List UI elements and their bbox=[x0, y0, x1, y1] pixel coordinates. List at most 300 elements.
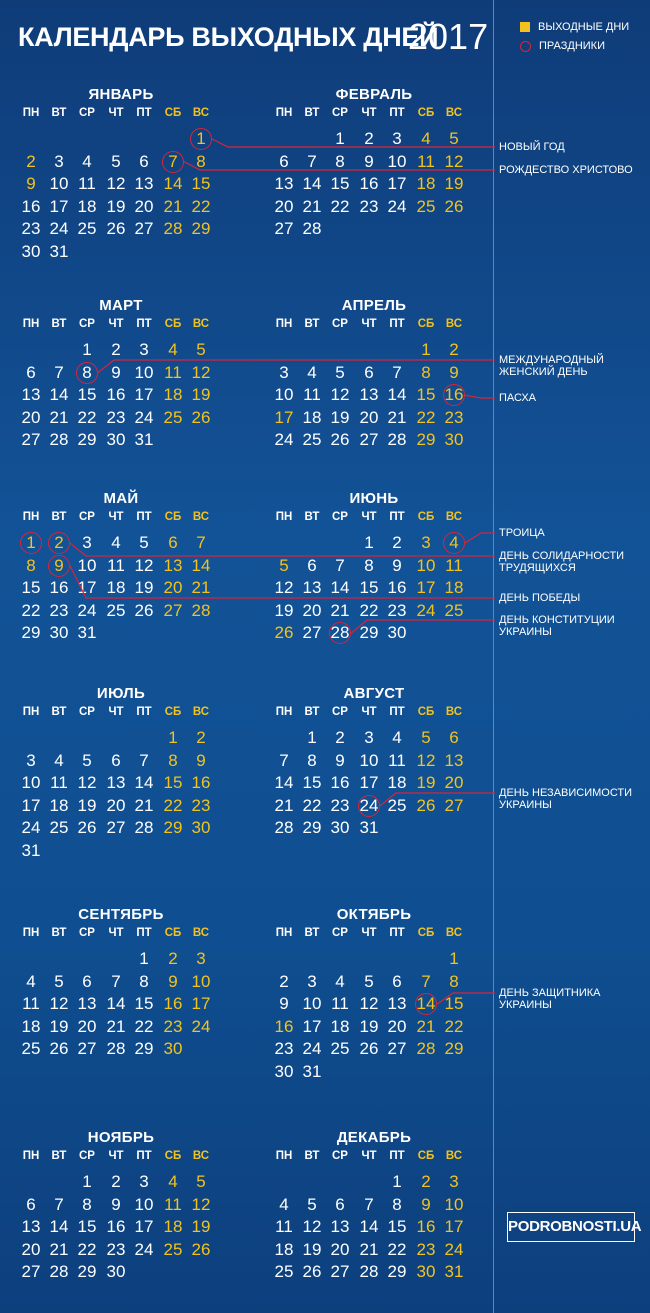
day-cell: 27 bbox=[274, 219, 294, 239]
callout-connector-line bbox=[212, 139, 495, 147]
day-cell: 31 bbox=[444, 1262, 464, 1282]
weekday-label: ПТ bbox=[389, 511, 405, 523]
weekday-label: ЧТ bbox=[361, 511, 377, 523]
day-cell: 16 bbox=[330, 773, 350, 793]
day-cell: 3 bbox=[307, 971, 317, 991]
day-cell: 25 bbox=[416, 196, 436, 216]
day-cell: 23 bbox=[49, 600, 69, 620]
holiday-callout: ДЕНЬ СОЛИДАРНОСТИ ТРУДЯЩИХСЯ bbox=[499, 550, 625, 574]
day-cell: 3 bbox=[139, 1172, 149, 1191]
day-cell: 11 bbox=[164, 1194, 182, 1214]
day-cell: 14 bbox=[302, 174, 322, 194]
day-cell: 21 bbox=[274, 795, 294, 815]
day-cell: 27 bbox=[387, 1039, 407, 1059]
day-cell: 30 bbox=[416, 1262, 436, 1282]
day-cell: 31 bbox=[302, 1062, 322, 1081]
day-cell: 15 bbox=[77, 385, 97, 405]
day-cell: 10 bbox=[302, 994, 322, 1014]
day-cell: 1 bbox=[307, 728, 317, 747]
day-cell: 20 bbox=[163, 578, 183, 598]
day-cell: 18 bbox=[387, 773, 407, 793]
day-cell: 20 bbox=[274, 196, 294, 216]
callout-connector-line bbox=[70, 566, 495, 598]
day-cell: 15 bbox=[416, 385, 436, 405]
day-cell: 21 bbox=[302, 196, 322, 216]
weekday-label: ВТ bbox=[304, 107, 320, 119]
month-name: ОКТЯБРЬ bbox=[336, 906, 412, 923]
day-cell: 26 bbox=[49, 1039, 69, 1059]
day-cell: 22 bbox=[416, 407, 436, 427]
day-cell: 28 bbox=[134, 818, 154, 838]
legend-weekend-label: ВЫХОДНЫЕ ДНИ bbox=[538, 21, 630, 33]
day-cell: 26 bbox=[359, 1039, 379, 1059]
day-cell: 13 bbox=[134, 174, 154, 194]
day-cell: 22 bbox=[77, 1239, 97, 1259]
weekday-label: ВТ bbox=[51, 927, 67, 939]
weekday-label: СР bbox=[332, 706, 348, 718]
day-cell: 10 bbox=[274, 385, 294, 405]
day-cell: 23 bbox=[387, 600, 407, 620]
day-cell: 2 bbox=[111, 1172, 121, 1191]
day-cell: 14 bbox=[49, 385, 69, 405]
day-cell: 13 bbox=[330, 1217, 350, 1237]
day-cell: 24 bbox=[77, 600, 97, 620]
day-cell: 3 bbox=[26, 750, 36, 770]
weekday-label: СБ bbox=[417, 511, 435, 523]
day-cell: 9 bbox=[335, 750, 345, 770]
weekday-label: СБ bbox=[164, 107, 182, 119]
day-cell: 7 bbox=[111, 971, 121, 991]
day-cell: 14 bbox=[191, 555, 211, 575]
weekday-label: СР bbox=[332, 318, 348, 330]
day-cell: 5 bbox=[196, 1172, 206, 1191]
weekday-label: ПН bbox=[22, 318, 40, 330]
day-cell: 20 bbox=[77, 1016, 97, 1036]
weekday-label: ВТ bbox=[304, 511, 320, 523]
day-cell: 2 bbox=[279, 971, 289, 991]
day-cell: 27 bbox=[163, 600, 183, 620]
day-cell: 24 bbox=[444, 1239, 464, 1259]
day-cell: 15 bbox=[21, 578, 41, 598]
day-cell: 27 bbox=[444, 795, 464, 815]
day-cell: 16 bbox=[416, 1217, 436, 1237]
day-cell: 20 bbox=[134, 196, 154, 216]
day-cell: 20 bbox=[387, 1016, 407, 1036]
day-cell: 29 bbox=[191, 219, 211, 239]
day-cell: 21 bbox=[359, 1239, 379, 1259]
day-cell: 21 bbox=[134, 795, 154, 815]
day-cell: 13 bbox=[21, 385, 41, 405]
holiday-callout: ДЕНЬ КОНСТИТУЦИИ УКРАИНЫ bbox=[499, 614, 615, 638]
day-cell: 18 bbox=[163, 385, 183, 405]
day-cell: 16 bbox=[21, 196, 41, 216]
day-cell: 31 bbox=[77, 623, 97, 643]
day-cell: 28 bbox=[302, 219, 322, 239]
day-cell: 20 bbox=[444, 773, 464, 793]
callout-connector-line bbox=[351, 620, 495, 633]
day-cell: 20 bbox=[330, 1239, 350, 1259]
weekday-label: СБ bbox=[164, 511, 182, 523]
day-cell: 27 bbox=[21, 430, 41, 450]
day-cell: 16 bbox=[191, 773, 211, 793]
holiday-callout: ДЕНЬ ЗАЩИТНИКА УКРАИНЫ bbox=[499, 987, 601, 1011]
day-cell: 6 bbox=[111, 750, 121, 770]
day-cell: 2 bbox=[449, 340, 459, 359]
day-cell: 22 bbox=[191, 196, 211, 216]
day-cell: 1 bbox=[168, 728, 178, 747]
day-cell: 5 bbox=[279, 555, 289, 575]
day-cell: 3 bbox=[54, 151, 64, 171]
day-cell: 24 bbox=[416, 600, 436, 620]
day-cell: 31 bbox=[21, 841, 41, 860]
day-cell: 16 bbox=[444, 385, 464, 405]
weekday-label: ПН bbox=[275, 706, 293, 718]
day-cell: 15 bbox=[330, 174, 350, 194]
weekday-label: СР bbox=[332, 511, 348, 523]
day-cell: 26 bbox=[444, 196, 464, 216]
weekday-label: ЧТ bbox=[361, 318, 377, 330]
day-cell: 10 bbox=[134, 1194, 154, 1214]
day-cell: 21 bbox=[49, 1239, 69, 1259]
weekday-label: ВС bbox=[192, 706, 210, 718]
day-cell: 15 bbox=[134, 994, 154, 1014]
day-cell: 16 bbox=[106, 1217, 126, 1237]
weekday-label: СР bbox=[79, 927, 95, 939]
day-cell: 25 bbox=[444, 600, 464, 620]
weekday-label: ЧТ bbox=[361, 706, 377, 718]
day-cell: 1 bbox=[82, 1172, 92, 1191]
day-cell: 6 bbox=[26, 362, 36, 382]
day-cell: 10 bbox=[387, 151, 407, 171]
month-name: ФЕВРАЛЬ bbox=[335, 86, 413, 103]
day-cell: 13 bbox=[77, 994, 97, 1014]
day-cell: 4 bbox=[82, 151, 92, 171]
day-cell: 2 bbox=[364, 129, 374, 148]
day-cell: 2 bbox=[421, 1172, 431, 1191]
day-cell: 31 bbox=[49, 242, 69, 261]
day-cell: 4 bbox=[168, 1172, 178, 1191]
day-cell: 22 bbox=[359, 600, 379, 620]
day-cell: 3 bbox=[392, 129, 402, 148]
weekday-label: СБ bbox=[417, 318, 435, 330]
day-cell: 7 bbox=[421, 971, 431, 991]
day-cell: 30 bbox=[106, 430, 126, 450]
day-cell: 17 bbox=[387, 174, 407, 194]
weekday-label: ПН bbox=[22, 706, 40, 718]
day-cell: 10 bbox=[21, 773, 41, 793]
day-cell: 5 bbox=[421, 728, 431, 747]
day-cell: 26 bbox=[416, 795, 436, 815]
weekday-label: СБ bbox=[164, 706, 182, 718]
day-cell: 1 bbox=[392, 1172, 402, 1191]
weekday-label: СР bbox=[79, 107, 95, 119]
day-cell: 12 bbox=[77, 773, 97, 793]
day-cell: 10 bbox=[49, 174, 69, 194]
day-cell: 10 bbox=[416, 555, 436, 575]
day-cell: 21 bbox=[387, 407, 407, 427]
day-cell: 15 bbox=[359, 578, 379, 598]
day-cell: 29 bbox=[387, 1262, 407, 1282]
day-cell: 15 bbox=[444, 994, 464, 1014]
weekday-label: ВТ bbox=[304, 1150, 320, 1162]
day-cell: 6 bbox=[139, 151, 149, 171]
day-cell: 18 bbox=[21, 1016, 41, 1036]
day-cell: 29 bbox=[77, 1262, 97, 1282]
day-cell: 6 bbox=[392, 971, 402, 991]
day-cell: 19 bbox=[134, 578, 154, 598]
day-cell: 3 bbox=[279, 362, 289, 382]
holiday-callout: РОЖДЕСТВО ХРИСТОВО bbox=[499, 164, 633, 176]
day-cell: 17 bbox=[191, 994, 211, 1014]
month-name: АВГУСТ bbox=[343, 685, 405, 702]
day-cell: 3 bbox=[449, 1172, 459, 1191]
weekday-label: ВС bbox=[445, 706, 463, 718]
weekday-label: СР bbox=[332, 927, 348, 939]
day-cell: 13 bbox=[302, 578, 322, 598]
day-cell: 30 bbox=[21, 242, 41, 261]
day-cell: 1 bbox=[421, 340, 431, 359]
day-cell: 29 bbox=[444, 1039, 464, 1059]
day-cell: 15 bbox=[163, 773, 183, 793]
day-cell: 7 bbox=[54, 1194, 64, 1214]
day-cell: 22 bbox=[21, 600, 41, 620]
day-cell: 30 bbox=[387, 623, 407, 643]
weekday-label: ЧТ bbox=[361, 927, 377, 939]
day-cell: 18 bbox=[444, 578, 464, 598]
day-cell: 8 bbox=[82, 362, 92, 382]
day-cell: 14 bbox=[49, 1217, 69, 1237]
weekday-label: ВС bbox=[445, 318, 463, 330]
weekday-label: ВС bbox=[445, 107, 463, 119]
day-cell: 6 bbox=[168, 533, 178, 552]
day-cell: 23 bbox=[444, 407, 464, 427]
weekday-label: ВС bbox=[445, 927, 463, 939]
day-cell: 22 bbox=[330, 196, 350, 216]
day-cell: 11 bbox=[331, 994, 349, 1014]
year-label: 2017 bbox=[408, 16, 489, 57]
day-cell: 16 bbox=[274, 1016, 294, 1036]
day-cell: 23 bbox=[359, 196, 379, 216]
day-cell: 8 bbox=[307, 750, 317, 770]
weekday-label: ЧТ bbox=[108, 107, 124, 119]
day-cell: 30 bbox=[163, 1039, 183, 1059]
day-cell: 25 bbox=[49, 818, 69, 838]
day-cell: 26 bbox=[77, 818, 97, 838]
weekday-label: ВС bbox=[192, 927, 210, 939]
day-cell: 28 bbox=[191, 600, 211, 620]
weekday-label: ВС bbox=[192, 511, 210, 523]
day-cell: 11 bbox=[417, 151, 435, 171]
brand-logo: PODROBNOSTI.UA bbox=[507, 1212, 635, 1242]
day-cell: 28 bbox=[387, 430, 407, 450]
day-cell: 9 bbox=[111, 1194, 121, 1214]
day-cell: 24 bbox=[387, 196, 407, 216]
day-cell: 7 bbox=[54, 362, 64, 382]
day-cell: 25 bbox=[163, 1239, 183, 1259]
day-cell: 12 bbox=[106, 174, 126, 194]
weekday-label: СБ bbox=[417, 107, 435, 119]
day-cell: 1 bbox=[26, 533, 36, 552]
day-cell: 11 bbox=[275, 1217, 293, 1237]
day-cell: 17 bbox=[21, 795, 41, 815]
day-cell: 29 bbox=[416, 430, 436, 450]
callout-connector-line bbox=[465, 533, 495, 543]
day-cell: 19 bbox=[302, 1239, 322, 1259]
day-cell: 5 bbox=[449, 129, 459, 148]
day-cell: 12 bbox=[49, 994, 69, 1014]
day-cell: 15 bbox=[302, 773, 322, 793]
weekday-label: СР bbox=[79, 1150, 95, 1162]
day-cell: 13 bbox=[106, 773, 126, 793]
day-cell: 28 bbox=[163, 219, 183, 239]
day-cell: 10 bbox=[444, 1194, 464, 1214]
day-cell: 7 bbox=[307, 151, 317, 171]
day-cell: 4 bbox=[421, 129, 431, 148]
day-cell: 2 bbox=[335, 728, 345, 747]
day-cell: 8 bbox=[139, 971, 149, 991]
day-cell: 21 bbox=[106, 1016, 126, 1036]
weekday-label: СР bbox=[79, 706, 95, 718]
month-name: СЕНТЯБРЬ bbox=[78, 906, 164, 923]
day-cell: 28 bbox=[416, 1039, 436, 1059]
day-cell: 8 bbox=[421, 362, 431, 382]
day-cell: 8 bbox=[196, 151, 206, 171]
day-cell: 1 bbox=[139, 949, 149, 968]
day-cell: 17 bbox=[134, 385, 154, 405]
day-cell: 4 bbox=[279, 1194, 289, 1214]
day-cell: 10 bbox=[134, 362, 154, 382]
day-cell: 30 bbox=[274, 1062, 294, 1081]
callout-connector-line bbox=[437, 993, 495, 1004]
day-cell: 30 bbox=[444, 430, 464, 450]
day-cell: 26 bbox=[191, 1239, 211, 1259]
day-cell: 17 bbox=[302, 1016, 322, 1036]
day-cell: 21 bbox=[163, 196, 183, 216]
day-cell: 24 bbox=[274, 430, 294, 450]
day-cell: 27 bbox=[21, 1262, 41, 1282]
holiday-callout: МЕЖДУНАРОДНЫЙ ЖЕНСКИЙ ДЕНЬ bbox=[499, 354, 604, 378]
day-cell: 18 bbox=[49, 795, 69, 815]
day-cell: 2 bbox=[111, 340, 121, 359]
day-cell: 25 bbox=[106, 600, 126, 620]
day-cell: 2 bbox=[392, 533, 402, 552]
day-cell: 20 bbox=[106, 795, 126, 815]
day-cell: 20 bbox=[302, 600, 322, 620]
callout-connector-line bbox=[184, 162, 495, 170]
day-cell: 19 bbox=[191, 1217, 211, 1237]
day-cell: 29 bbox=[163, 818, 183, 838]
day-cell: 2 bbox=[54, 533, 64, 552]
day-cell: 27 bbox=[359, 430, 379, 450]
weekday-label: ПТ bbox=[136, 706, 152, 718]
weekday-label: ВС bbox=[192, 1150, 210, 1162]
day-cell: 18 bbox=[302, 407, 322, 427]
callout-connector-line bbox=[70, 543, 495, 556]
day-cell: 8 bbox=[364, 555, 374, 575]
day-cell: 12 bbox=[359, 994, 379, 1014]
day-cell: 21 bbox=[191, 578, 211, 598]
month-name: ДЕКАБРЬ bbox=[336, 1129, 412, 1146]
day-cell: 27 bbox=[77, 1039, 97, 1059]
day-cell: 19 bbox=[49, 1016, 69, 1036]
day-cell: 8 bbox=[26, 555, 36, 575]
day-cell: 28 bbox=[49, 1262, 69, 1282]
day-cell: 24 bbox=[302, 1039, 322, 1059]
day-cell: 14 bbox=[163, 174, 183, 194]
day-cell: 15 bbox=[77, 1217, 97, 1237]
weekday-label: ЧТ bbox=[361, 1150, 377, 1162]
day-cell: 12 bbox=[134, 555, 154, 575]
day-cell: 20 bbox=[359, 407, 379, 427]
day-cell: 4 bbox=[307, 362, 317, 382]
day-cell: 30 bbox=[330, 818, 350, 838]
day-cell: 21 bbox=[330, 600, 350, 620]
day-cell: 25 bbox=[77, 219, 97, 239]
day-cell: 14 bbox=[106, 994, 126, 1014]
day-cell: 13 bbox=[21, 1217, 41, 1237]
day-cell: 6 bbox=[364, 362, 374, 382]
day-cell: 9 bbox=[26, 174, 36, 194]
day-cell: 3 bbox=[196, 949, 206, 968]
day-cell: 9 bbox=[392, 555, 402, 575]
day-cell: 24 bbox=[21, 818, 41, 838]
day-cell: 28 bbox=[106, 1039, 126, 1059]
weekday-label: ЧТ bbox=[361, 107, 377, 119]
day-cell: 12 bbox=[444, 151, 464, 171]
day-cell: 9 bbox=[449, 362, 459, 382]
day-cell: 29 bbox=[359, 623, 379, 643]
day-cell: 31 bbox=[134, 430, 154, 450]
day-cell: 16 bbox=[49, 578, 69, 598]
weekday-label: СБ bbox=[417, 1150, 435, 1162]
weekday-label: ВТ bbox=[304, 706, 320, 718]
day-cell: 17 bbox=[274, 407, 294, 427]
day-cell: 12 bbox=[191, 362, 211, 382]
day-cell: 4 bbox=[335, 971, 345, 991]
day-cell: 11 bbox=[388, 750, 406, 770]
day-cell: 23 bbox=[416, 1239, 436, 1259]
day-cell: 22 bbox=[302, 795, 322, 815]
day-cell: 9 bbox=[421, 1194, 431, 1214]
day-cell: 26 bbox=[274, 623, 294, 643]
day-cell: 6 bbox=[82, 971, 92, 991]
weekday-label: СР bbox=[332, 107, 348, 119]
day-cell: 5 bbox=[54, 971, 64, 991]
weekday-label: СР bbox=[332, 1150, 348, 1162]
day-cell: 13 bbox=[274, 174, 294, 194]
day-cell: 5 bbox=[82, 750, 92, 770]
day-cell: 10 bbox=[77, 555, 97, 575]
day-cell: 11 bbox=[445, 555, 463, 575]
day-cell: 14 bbox=[387, 385, 407, 405]
day-cell: 7 bbox=[168, 151, 178, 171]
weekday-label: ПН bbox=[22, 1150, 40, 1162]
day-cell: 19 bbox=[191, 385, 211, 405]
weekday-label: ПТ bbox=[136, 107, 152, 119]
day-cell: 2 bbox=[26, 151, 36, 171]
day-cell: 28 bbox=[330, 623, 350, 643]
day-cell: 5 bbox=[364, 971, 374, 991]
day-cell: 27 bbox=[302, 623, 322, 643]
day-cell: 25 bbox=[163, 407, 183, 427]
day-cell: 14 bbox=[330, 578, 350, 598]
day-cell: 9 bbox=[54, 555, 64, 575]
day-cell: 6 bbox=[26, 1194, 36, 1214]
day-cell: 25 bbox=[387, 795, 407, 815]
day-cell: 7 bbox=[392, 362, 402, 382]
day-cell: 26 bbox=[330, 430, 350, 450]
day-cell: 14 bbox=[274, 773, 294, 793]
